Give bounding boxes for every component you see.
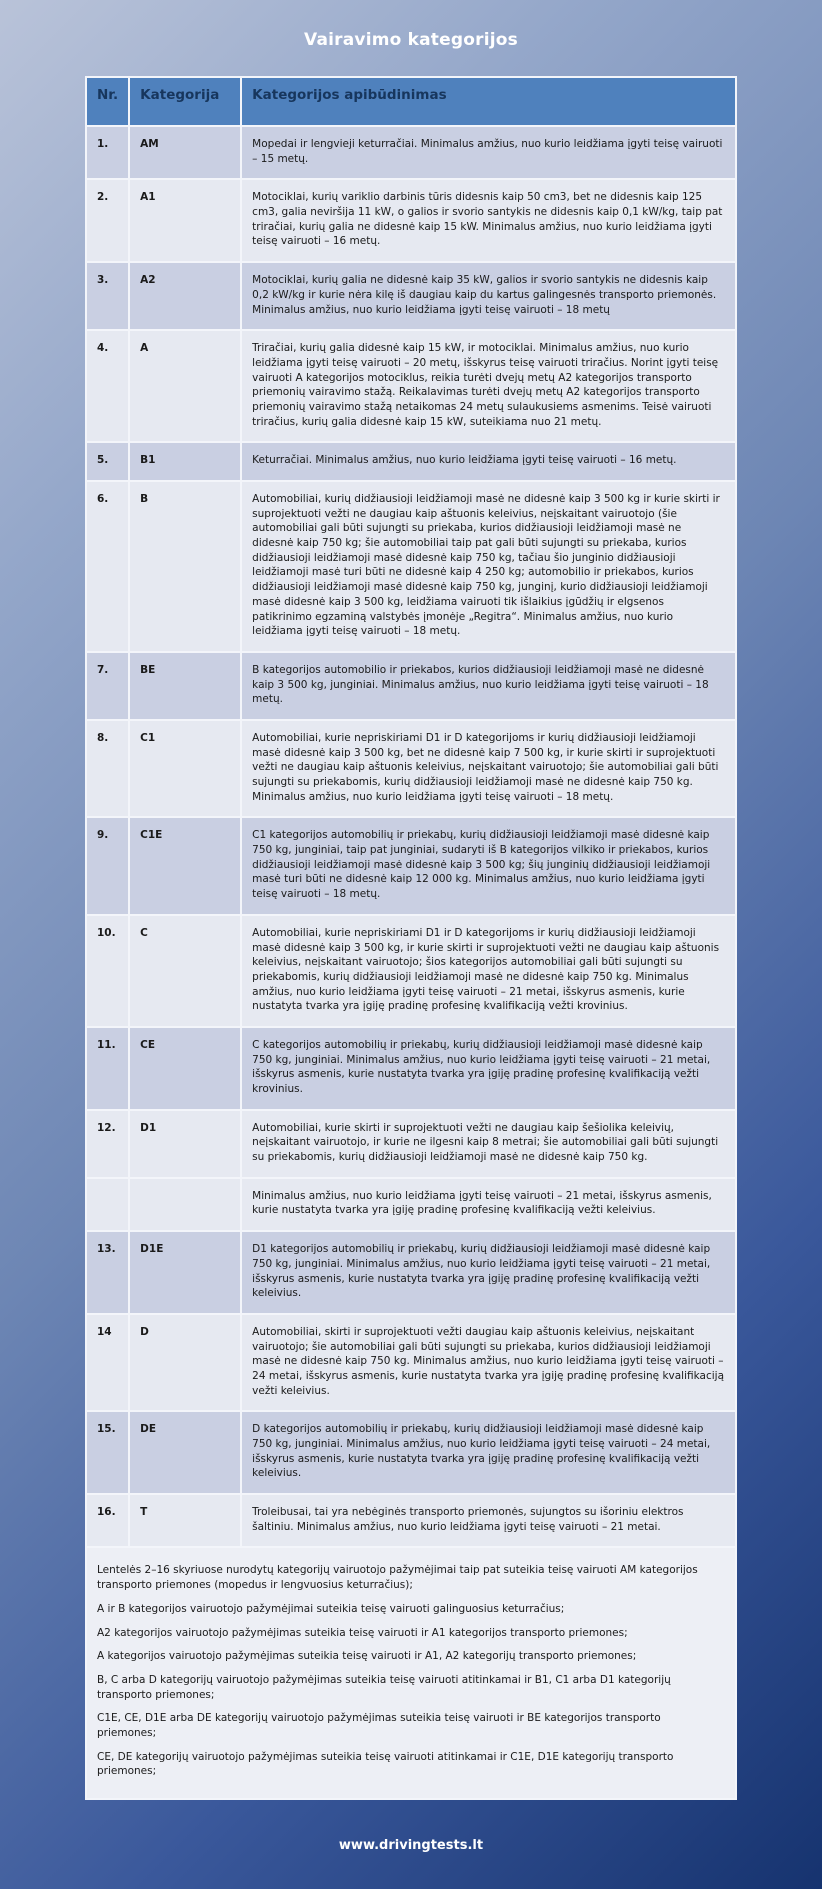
row-description-cell: Automobiliai, skirti ir suprojektuoti vežti daugiau kaip aštuonis keleivius, neįskaitant vairuotojo; šie automobiliai gali būti sujungti su priekaba, kurios didžiausioji leidžiamoji masė ne didesnė kaip 750 kg. Minimalus amžius, nuo kurio leidžiama įgyti teisę vairuoti – 24 metai, išskyrus asmenis, kurie nustatyta tvarka yra įgiję pradinę profesinę kvalifikaciją vežti keleivius. [241, 1314, 736, 1411]
row-category-cell: A1 [129, 179, 241, 262]
table-row [86, 1494, 736, 1547]
row-number-cell: 7. [86, 652, 129, 720]
row-category-cell: C1 [129, 720, 241, 817]
row-number-cell: 12. [86, 1110, 129, 1178]
row-description-cell: C1 kategorijos automobilių ir priekabų, kurių didžiausioji leidžiamoji masė didesnė kaip 750 kg, junginiai, taip pat junginiai, sudaryti iš B kategorijos vilkiko ir priekabos, kurios didžiausioji leidžiamoji masė didesnė kaip 3 500 kg; šių junginių didžiausioji leidžiamoji masė turi būti ne didesnė kaip 12 000 kg. Minimalus amžius, nuo kurio leidžiama įgyti teisę vairuoti – 18 metų. [241, 817, 736, 914]
row-description-cell: Troleibusai, tai yra nebėginės transporto priemonės, sujungtos su išoriniu elektros šaltiniu. Minimalus amžius, nuo kurio leidžiama įgyti teisę vairuoti – 21 metai. [241, 1494, 736, 1547]
row-category-cell: CE [129, 1027, 241, 1110]
table-row [86, 330, 736, 442]
category-table-header [86, 77, 736, 126]
table-row [86, 1027, 736, 1110]
row-number-cell: 14 [86, 1314, 129, 1411]
note-paragraph: CE, DE kategorijų vairuotojo pažymėjimas suteikia teisę vairuoti atitinkamai ir C1E, D1E kategorijų transporto priemones; [97, 1750, 674, 1778]
table-row [86, 817, 736, 914]
row-description-cell: Automobiliai, kurių didžiausioji leidžiamoji masė ne didesnė kaip 3 500 kg ir kurie skirti ir suprojektuoti vežti ne daugiau kaip aštuonis keleivius, neįskaitant vairuotojo (šie automobiliai gali būti sujungti su priekaba, kurios didžiausioji leidžiamoji masė ne didesnė kaip 750 kg; šie automobiliai taip pat gali būti sujungti su priekaba, kurios didžiausioji leidžiamoji masė didesnė kaip 750 kg, tačiau šio junginio didžiausioji leidžiamoji masė turi būti ne didesnė kaip 4 250 kg; automobilio ir priekabos, kurios didžiausioji leidžiamoji masė didesnė kaip 750 kg, junginį, kurio didžiausioji leidžiamoji masė didesnė kaip 3 500 kg, leidžiama vairuoti tik išlaikius įgūdžių ir elgsenos patikrinimo egzaminą valstybės įmonėje „Regitra“. Minimalus amžius, nuo kurio leidžiama įgyti teisę vairuoti – 18 metų. [241, 481, 736, 652]
note-paragraph: B, C arba D kategorijų vairuotojo pažymėjimas suteikia teisę vairuoti atitinkamai ir B1, C1 arba D1 kategorijų transporto priemones; [97, 1673, 671, 1701]
row-number-cell: 6. [86, 481, 129, 652]
row-category-cell: D [129, 1314, 241, 1411]
row-category-cell: A [129, 330, 241, 442]
row-number-cell: 16. [86, 1494, 129, 1547]
row-number-cell: 13. [86, 1231, 129, 1314]
row-category-cell [129, 1178, 241, 1231]
row-description-cell: Keturračiai. Minimalus amžius, nuo kurio leidžiama įgyti teisę vairuoti – 16 metų. [241, 442, 736, 481]
row-category-cell: D1E [129, 1231, 241, 1314]
row-category-cell: D1 [129, 1110, 241, 1178]
note-paragraph: C1E, CE, D1E arba DE kategorijų vairuotojo pažymėjimas suteikia teisę vairuoti ir BE kategorijos transporto priemones; [97, 1712, 661, 1739]
row-category-cell: DE [129, 1411, 241, 1494]
table-row [86, 179, 736, 262]
header-row [86, 77, 736, 126]
row-category-cell: AM [129, 126, 241, 179]
row-description-cell: Triračiai, kurių galia didesnė kaip 15 kW, ir motociklai. Minimalus amžius, nuo kurio leidžiama įgyti teisę vairuoti – 20 metų, išskyrus teisę vairuoti triračius. Norint įgyti teisę vairuoti A kategorijos motociklus, reikia turėti dvejų metų A2 kategorijos transporto priemonių vairavimo stažą. Reikalavimas turėti dvejų metų A2 kategorijos transporto priemonių vairavimo stažą netaikomas 24 metų sulaukusiems asmenims. Teisė vairuoti triračius, kurių galia didesnė kaip 15 kW, suteikiama nuo 21 metų. [241, 330, 736, 442]
note-paragraph: A2 kategorijos vairuotojo pažymėjimas suteikia teisę vairuoti ir A1 kategorijos transporto priemones; [97, 1626, 628, 1639]
note-paragraph: A ir B kategorijos vairuotojo pažymėjimai suteikia teisę vairuoti galinguosius keturračius; [97, 1602, 565, 1615]
row-category-cell: C [129, 915, 241, 1027]
row-description-cell: Motociklai, kurių variklio darbinis tūris didesnis kaip 50 cm3, bet ne didesnis kaip 125 cm3, galia neviršija 11 kW, o galios ir svorio santykis ne didesnis kaip 0,1 kW/kg, taip pat triračiai, kurių galia ne didesnė kaip 15 kW. Minimalus amžius, nuo kurio leidžiama įgyti teisę vairuoti – 16 metų. [241, 179, 736, 262]
row-category-cell: C1E [129, 817, 241, 914]
table-row [86, 720, 736, 817]
row-number-cell: 10. [86, 915, 129, 1027]
row-number-cell [86, 1178, 129, 1231]
row-number-cell: 8. [86, 720, 129, 817]
row-description-cell: D1 kategorijos automobilių ir priekabų, kurių didžiausioji leidžiamoji masė didesnė kaip 750 kg, junginiai. Minimalus amžius, nuo kurio leidžiama įgyti teisę vairuoti – 21 metai, išskyrus asmenis, kurie nustatyta tvarka yra įgiję pradinę profesinę kvalifikaciją vežti keleivius. [241, 1231, 736, 1314]
table-row [86, 262, 736, 330]
row-number-cell: 9. [86, 817, 129, 914]
row-number-cell: 2. [86, 179, 129, 262]
row-category-cell: B [129, 481, 241, 652]
row-description-cell: D kategorijos automobilių ir priekabų, kurių didžiausioji leidžiamoji masė didesnė kaip 750 kg, junginiai. Minimalus amžius, nuo kurio leidžiama įgyti teisę vairuoti – 24 metai, išskyrus asmenis, kurie nustatyta tvarka yra įgiję pradinę profesinę kvalifikaciją vežti keleivius. [241, 1411, 736, 1494]
row-description-cell: Motociklai, kurių galia ne didesnė kaip 35 kW, galios ir svorio santykis ne didesnis kaip 0,2 kW/kg ir kurie nėra kilę iš daugiau kaip du kartus galingesnės transporto priemonės. Minimalus amžius, nuo kurio leidžiama įgyti teisę vairuoti – 18 metų [241, 262, 736, 330]
table-row [86, 915, 736, 1027]
row-number-cell: 4. [86, 330, 129, 442]
row-description-cell: Minimalus amžius, nuo kurio leidžiama įgyti teisę vairuoti – 21 metai, išskyrus asmenis, kurie nustatyta tvarka yra įgiję pradinę profesinę kvalifikaciją vežti keleivius. [241, 1178, 736, 1231]
table-notes [85, 1548, 737, 1800]
table-row [86, 126, 736, 179]
page-title: Vairavimo kategorijos [304, 30, 518, 50]
note-paragraph: A kategorijos vairuotojo pažymėjimas suteikia teisę vairuoti ir A1, A2 kategorijų transporto priemones; [97, 1650, 637, 1663]
row-number-cell: 5. [86, 442, 129, 481]
table-row [86, 1314, 736, 1411]
category-table [85, 76, 737, 1548]
row-category-cell: B1 [129, 442, 241, 481]
category-table-body [86, 126, 736, 1547]
row-number-cell: 15. [86, 1411, 129, 1494]
row-category-cell: A2 [129, 262, 241, 330]
note-paragraph: Lentelės 2–16 skyriuose nurodytų kategorijų vairuotojo pažymėjimai taip pat suteikia teisę vairuoti AM kategorijos transporto priemones (mopedus ir lengvuosius keturračius); [97, 1564, 698, 1592]
row-category-cell: BE [129, 652, 241, 720]
header-cell-category: Kategorija [129, 77, 241, 126]
row-category-cell: T [129, 1494, 241, 1547]
table-row [86, 652, 736, 720]
row-description-cell: Mopedai ir lengvieji keturračiai. Minimalus amžius, nuo kurio leidžiama įgyti teisę vairuoti – 15 metų. [241, 126, 736, 179]
table-row [86, 1411, 736, 1494]
header-cell-nr: Nr. [86, 77, 129, 126]
row-description-cell: Automobiliai, kurie skirti ir suprojektuoti vežti ne daugiau kaip šešiolika keleivių, neįskaitant vairuotojo, ir kurie ne ilgesni kaip 8 metrai; šie automobiliai gali būti sujungti su priekabomis, kurių didžiausioji leidžiamoji masė ne didesnė kaip 750 kg. [241, 1110, 736, 1178]
table-row [86, 1231, 736, 1314]
table-row [86, 442, 736, 481]
row-description-cell: B kategorijos automobilio ir priekabos, kurios didžiausioji leidžiamoji masė ne didesnė kaip 3 500 kg, junginiai. Minimalus amžius, nuo kurio leidžiama įgyti teisę vairuoti – 18 metų. [241, 652, 736, 720]
footer-url[interactable]: www.drivingtests.lt [338, 1838, 484, 1853]
table-row [86, 481, 736, 652]
row-description-cell: Automobiliai, kurie nepriskiriami D1 ir D kategorijoms ir kurių didžiausioji leidžiamoji masė didesnė kaip 3 500 kg, bet ne didesnė kaip 7 500 kg, ir kurie skirti ir suprojektuoti vežti ne daugiau kaip aštuonis keleivius, neįskaitant vairuotojo; šie automobiliai gali būti sujungti su priekabomis, kurių didžiausioji leidžiamoji masė ne didesnė kaip 750 kg. Minimalus amžius, nuo kurio leidžiama įgyti teisę vairuoti – 18 metų. [241, 720, 736, 817]
row-number-cell: 1. [86, 126, 129, 179]
table-row [86, 1178, 736, 1231]
row-description-cell: C kategorijos automobilių ir priekabų, kurių didžiausioji leidžiamoji masė didesnė kaip 750 kg, junginiai. Minimalus amžius, nuo kurio leidžiama įgyti teisę vairuoti – 21 metai, išskyrus asmenis, kurie nustatyta tvarka yra įgiję pradinę profesinę kvalifikaciją vežti krovinius. [241, 1027, 736, 1110]
row-number-cell: 11. [86, 1027, 129, 1110]
row-description-cell: Automobiliai, kurie nepriskiriami D1 ir D kategorijoms ir kurių didžiausioji leidžiamoji masė didesnė kaip 3 500 kg, ir kurie skirti ir suprojektuoti vežti ne daugiau kaip aštuonis keleivius, neįskaitant vairuotojo; šios kategorijos automobiliai gali būti sujungti su priekabomis, kurių didžiausioji leidžiamoji masė ne didesnė kaip 750 kg. Minimalus amžius, nuo kurio leidžiama įgyti teisę vairuoti – 21 metai, išskyrus asmenis, kurie nustatyta tvarka yra įgiję pradinę profesinę kvalifikaciją vežti krovinius. [241, 915, 736, 1027]
category-table-container [85, 76, 737, 1800]
header-cell-description: Kategorijos apibūdinimas [241, 77, 736, 126]
row-number-cell: 3. [86, 262, 129, 330]
table-row [86, 1110, 736, 1178]
